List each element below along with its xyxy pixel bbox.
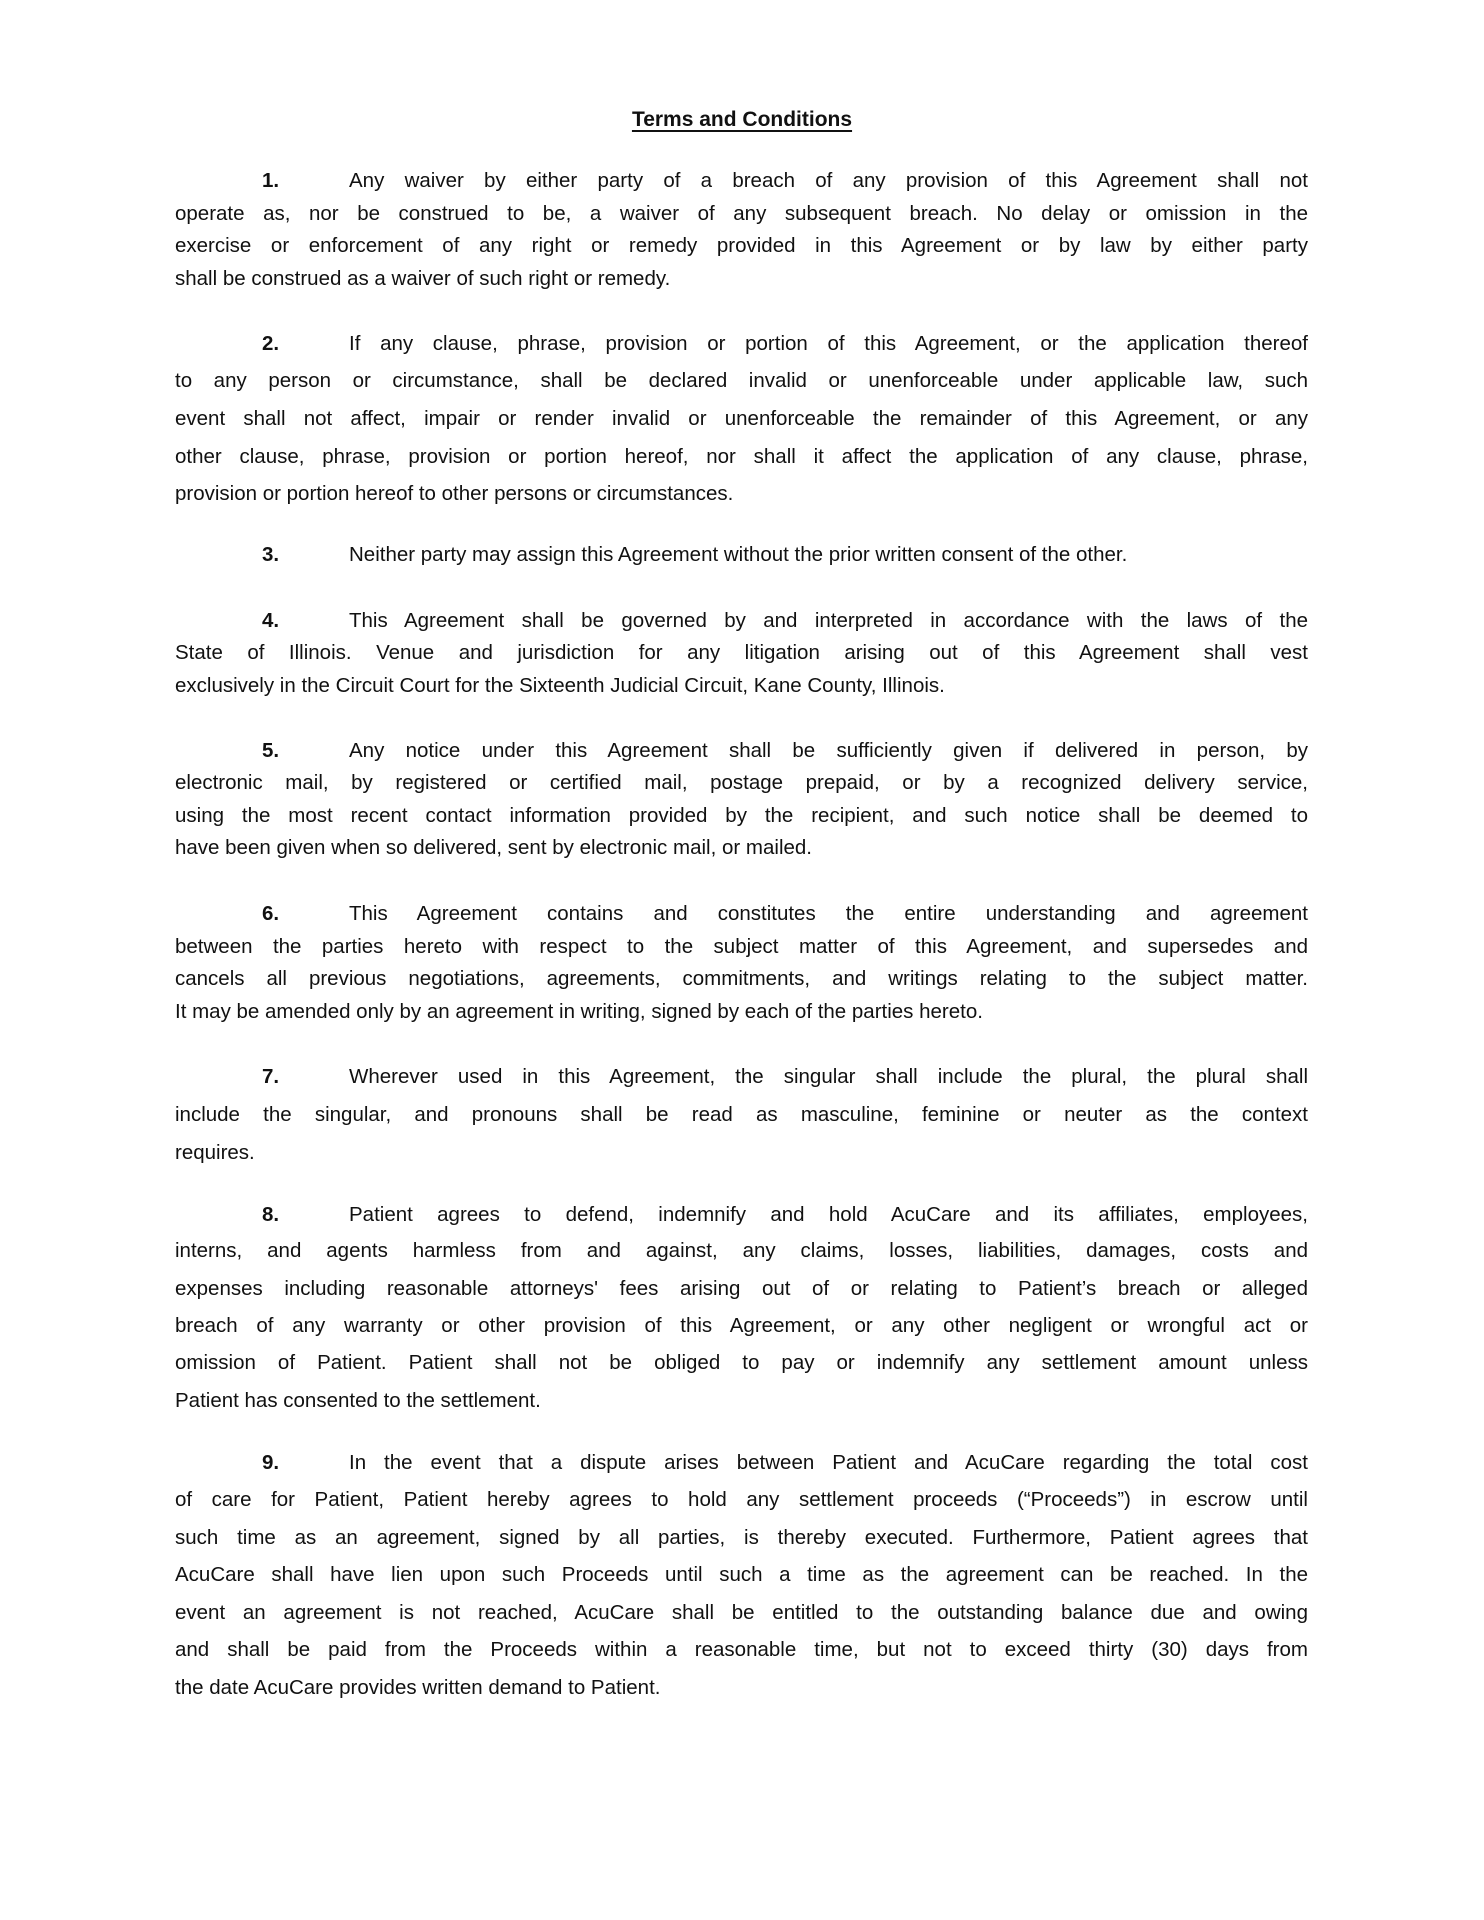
paragraph-line: exercise or enforcement of any right or remedy provided in this Agreement or by law by either party: [175, 234, 1308, 257]
document-title: [0, 106, 1484, 134]
paragraph-line: State of Illinois. Venue and jurisdiction for any litigation arising out of this Agreement shall vest: [175, 641, 1308, 664]
paragraph-line: between the parties hereto with respect to the subject matter of this Agreement, and supersedes and: [175, 935, 1308, 958]
paragraph-line: shall be construed as a waiver of such right or remedy.: [175, 267, 671, 290]
paragraph-number: 8.: [262, 1203, 280, 1226]
paragraph-line: operate as, nor be construed to be, a waiver of any subsequent breach. No delay or omission in the: [175, 202, 1308, 225]
paragraph-line: If any clause, phrase, provision or portion of this Agreement, or the application thereof: [349, 332, 1308, 355]
document-title-text: Terms and Conditions: [631, 108, 853, 131]
paragraph-line: event an agreement is not reached, AcuCare shall be entitled to the outstanding balance due and owing: [175, 1601, 1308, 1624]
paragraph-line: requires.: [175, 1141, 255, 1164]
paragraph-number: 2.: [262, 332, 280, 355]
paragraph-line: event shall not affect, impair or render invalid or unenforceable the remainder of this Agreement, or any: [175, 407, 1308, 430]
paragraph-line: of care for Patient, Patient hereby agrees to hold any settlement proceeds (“Proceeds”) in escrow until: [175, 1488, 1308, 1511]
paragraph-line: provision or portion hereof to other persons or circumstances.: [175, 482, 734, 505]
paragraph-line: AcuCare shall have lien upon such Proceeds until such a time as the agreement can be reached. In the: [175, 1563, 1308, 1586]
paragraph-line: to any person or circumstance, shall be declared invalid or unenforceable under applicable law, such: [175, 369, 1308, 392]
paragraph-line: Patient agrees to defend, indemnify and hold AcuCare and its affiliates, employees,: [349, 1203, 1308, 1226]
paragraph-line: exclusively in the Circuit Court for the Sixteenth Judicial Circuit, Kane County, Illinois.: [175, 674, 945, 697]
paragraph-line: such time as an agreement, signed by all parties, is thereby executed. Furthermore, Patient agrees that: [175, 1526, 1308, 1549]
paragraph-line: the date AcuCare provides written demand to Patient.: [175, 1676, 661, 1699]
paragraph-line: Patient has consented to the settlement.: [175, 1389, 541, 1412]
paragraph-line: This Agreement contains and constitutes the entire understanding and agreement: [349, 902, 1308, 925]
paragraph-line: electronic mail, by registered or certified mail, postage prepaid, or by a recognized delivery service,: [175, 771, 1308, 794]
paragraph-number: 3.: [262, 543, 280, 566]
paragraph-number: 5.: [262, 739, 280, 762]
paragraph-line: other clause, phrase, provision or portion hereof, nor shall it affect the application of any clause, phrase,: [175, 445, 1308, 468]
paragraph-line: It may be amended only by an agreement in writing, signed by each of the parties hereto.: [175, 1000, 983, 1023]
paragraph-line: have been given when so delivered, sent by electronic mail, or mailed.: [175, 836, 812, 859]
paragraph-line: and shall be paid from the Proceeds within a reasonable time, but not to exceed thirty (30) days from: [175, 1638, 1308, 1661]
paragraph-line: interns, and agents harmless from and against, any claims, losses, liabilities, damages, costs and: [175, 1239, 1308, 1262]
paragraph-line: omission of Patient. Patient shall not be obliged to pay or indemnify any settlement amount unless: [175, 1351, 1308, 1374]
paragraph-line: include the singular, and pronouns shall be read as masculine, feminine or neuter as the context: [175, 1103, 1308, 1126]
paragraph-line: expenses including reasonable attorneys' fees arising out of or relating to Patient’s breach or alleged: [175, 1277, 1308, 1300]
paragraph-line: Any notice under this Agreement shall be sufficiently given if delivered in person, by: [349, 739, 1308, 762]
paragraph-number: 1.: [262, 169, 280, 192]
paragraph-line: breach of any warranty or other provision of this Agreement, or any other negligent or wrongful act or: [175, 1314, 1308, 1337]
paragraph-line: This Agreement shall be governed by and interpreted in accordance with the laws of the: [349, 609, 1308, 632]
paragraph-line: Any waiver by either party of a breach of any provision of this Agreement shall not: [349, 169, 1308, 192]
paragraph-line: using the most recent contact information provided by the recipient, and such notice shall be deemed to: [175, 804, 1308, 827]
paragraph-line: cancels all previous negotiations, agreements, commitments, and writings relating to the subject matter.: [175, 967, 1308, 990]
paragraph-line: Neither party may assign this Agreement without the prior written consent of the other.: [349, 543, 1128, 566]
paragraph-number: 7.: [262, 1065, 280, 1088]
paragraph-line: In the event that a dispute arises between Patient and AcuCare regarding the total cost: [349, 1451, 1308, 1474]
paragraph-number: 6.: [262, 902, 280, 925]
paragraph-line: Wherever used in this Agreement, the singular shall include the plural, the plural shall: [349, 1065, 1308, 1088]
paragraph-number: 9.: [262, 1451, 280, 1474]
paragraph-number: 4.: [262, 609, 280, 632]
